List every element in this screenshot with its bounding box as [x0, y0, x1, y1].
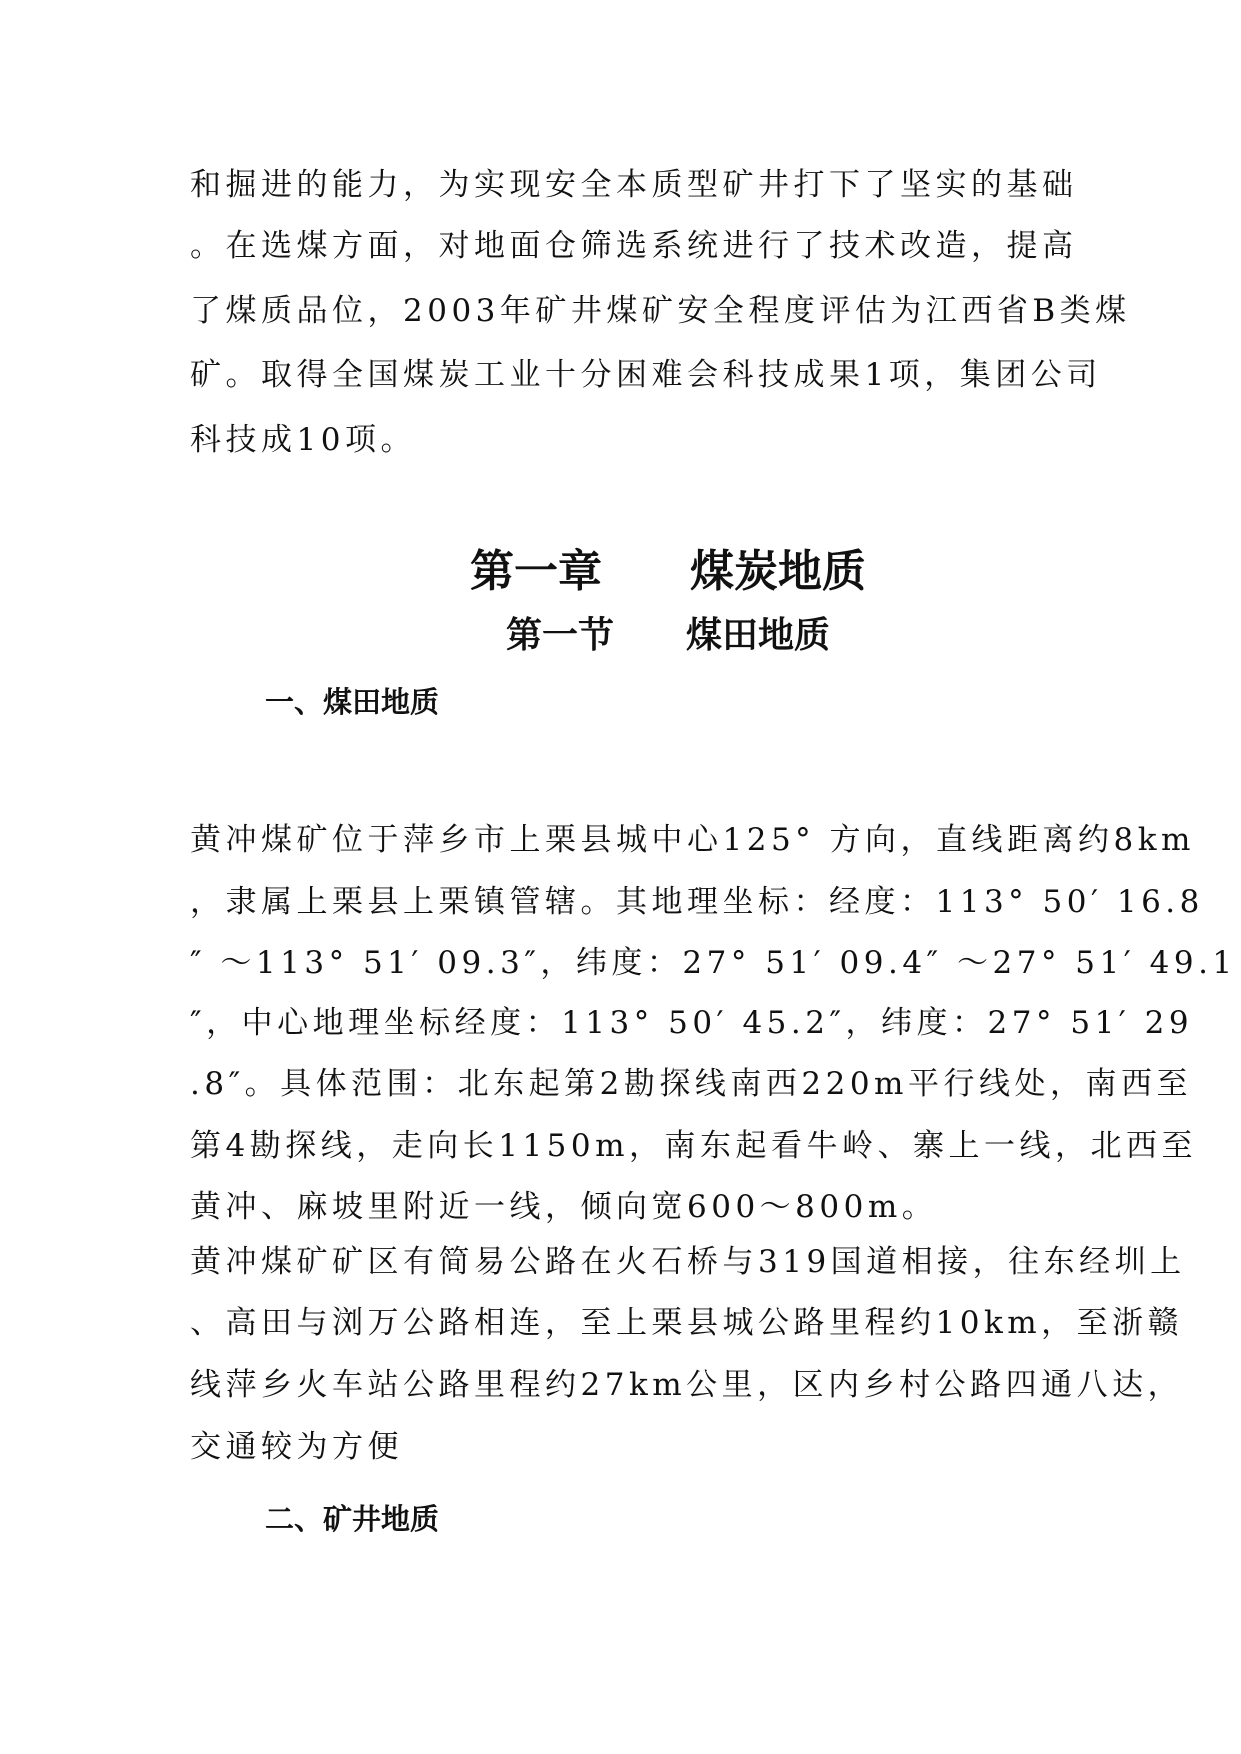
geo-line: 黄冲煤矿位于萍乡市上栗县城中心125° 方向，直线距离约8km	[190, 822, 1195, 858]
intro-line: 。在选煤方面，对地面仓筛选系统进行了技术改造，提高	[190, 228, 1078, 264]
intro-line: 和掘进的能力，为实现安全本质型矿井打下了坚实的基础	[190, 167, 1078, 203]
geo-line: ″，中心地理坐标经度：113° 50′ 45.2″，纬度：27° 51′ 29	[190, 1005, 1194, 1041]
subheading-coalfield-geology: 一、煤田地质	[265, 685, 440, 719]
chapter-title: 第一章 煤炭地质	[470, 546, 866, 597]
subheading-mine-geology: 二、矿井地质	[265, 1502, 440, 1536]
traffic-line: 线萍乡火车站公路里程约27km公里，区内乡村公路四通八达，	[190, 1367, 1184, 1403]
section-title: 第一节 煤田地质	[505, 615, 830, 656]
geo-line: 黄冲、麻坡里附近一线，倾向宽600～800m。	[190, 1189, 938, 1225]
geo-line: ″ ～113° 51′ 09.3″，纬度：27° 51′ 09.4″ ～27° 51′ 49.1	[190, 945, 1237, 981]
intro-line: 了煤质品位，2003年矿井煤矿安全程度评估为江西省B类煤	[190, 293, 1131, 329]
geo-line: ，隶属上栗县上栗镇管辖。其地理坐标：经度：113° 50′ 16.8	[190, 884, 1204, 920]
intro-line: 科技成10项。	[190, 422, 416, 458]
geo-line: 第4勘探线，走向长1150m，南东起看牛岭、寨上一线，北西至	[190, 1128, 1198, 1164]
traffic-line: 黄冲煤矿矿区有简易公路在火石桥与319国道相接，往东经圳上	[190, 1244, 1186, 1280]
geo-line: .8″。具体范围：北东起第2勘探线南西220m平行线处，南西至	[190, 1066, 1192, 1102]
intro-line: 矿。取得全国煤炭工业十分困难会科技成果1项，集团公司	[190, 357, 1102, 393]
traffic-line: 、高田与浏万公路相连，至上栗县城公路里程约10km，至浙赣	[190, 1305, 1184, 1341]
traffic-line: 交通较为方便	[190, 1429, 403, 1465]
